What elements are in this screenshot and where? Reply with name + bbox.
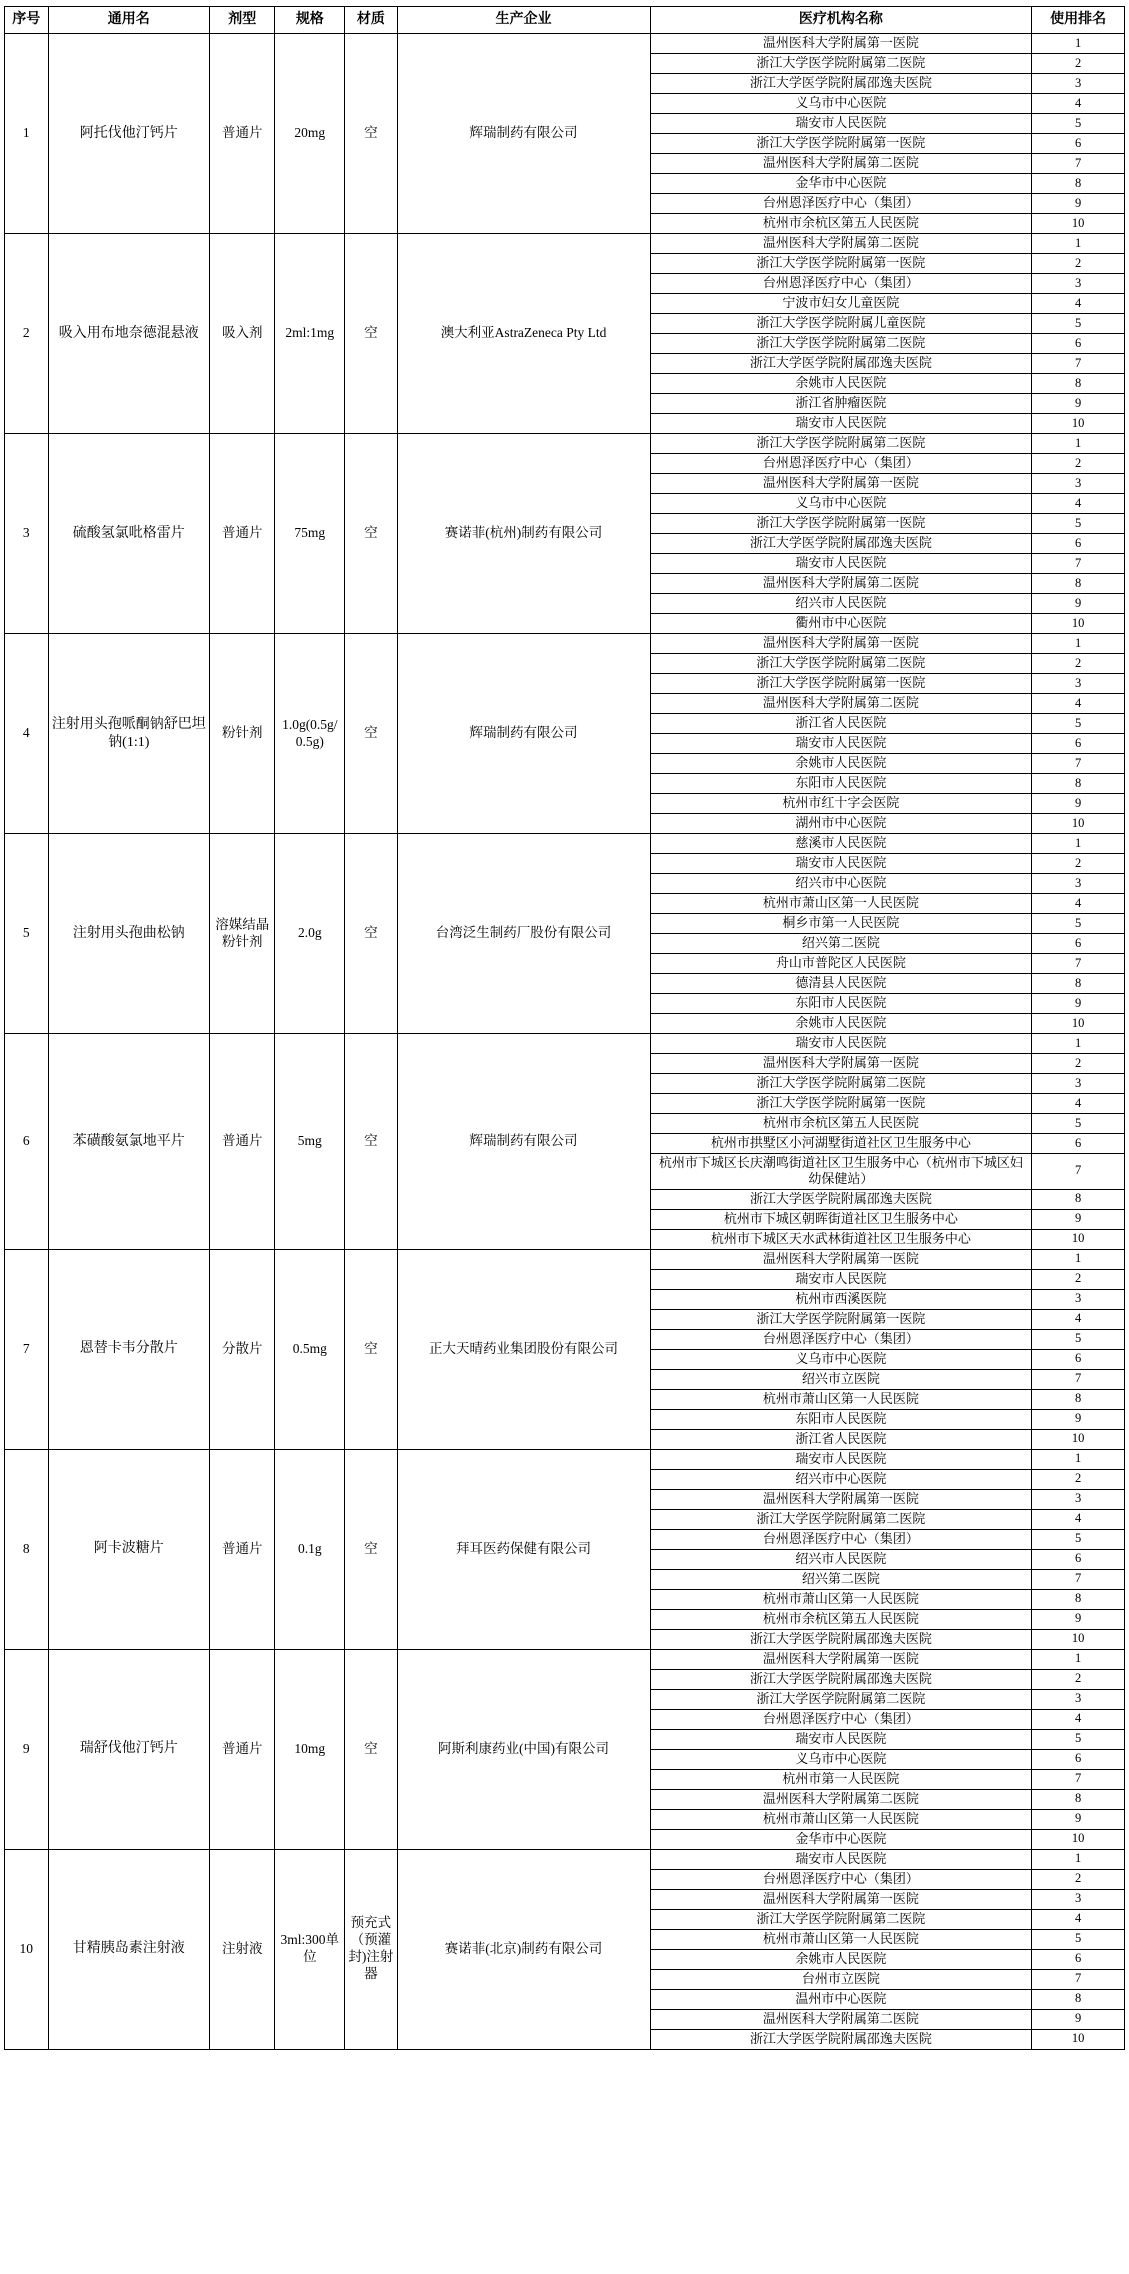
cell-usage-rank: 6 xyxy=(1032,1349,1125,1369)
cell-usage-rank: 6 xyxy=(1032,934,1125,954)
cell-hospital-name: 台州恩泽医疗中心（集团） xyxy=(650,1869,1032,1889)
cell-hospital-name: 温州医科大学附属第二医院 xyxy=(650,154,1032,174)
cell-index: 3 xyxy=(5,434,49,634)
cell-usage-rank: 7 xyxy=(1032,154,1125,174)
cell-usage-rank: 2 xyxy=(1032,54,1125,74)
cell-usage-rank: 7 xyxy=(1032,1969,1125,1989)
cell-usage-rank: 8 xyxy=(1032,1989,1125,2009)
cell-hospital-name: 余姚市人民医院 xyxy=(650,1949,1032,1969)
cell-manufacturer: 阿斯利康药业(中国)有限公司 xyxy=(397,1649,650,1849)
cell-usage-rank: 1 xyxy=(1032,34,1125,54)
cell-hospital-name: 杭州市萧山区第一人民医院 xyxy=(650,1589,1032,1609)
cell-manufacturer: 辉瑞制药有限公司 xyxy=(397,634,650,834)
table-header xyxy=(5,7,1125,34)
cell-usage-rank: 2 xyxy=(1032,254,1125,274)
cell-usage-rank: 9 xyxy=(1032,1809,1125,1829)
cell-hospital-name: 瑞安市人民医院 xyxy=(650,1449,1032,1469)
cell-usage-rank: 8 xyxy=(1032,1189,1125,1209)
cell-specification: 0.1g xyxy=(275,1449,345,1649)
cell-material: 空 xyxy=(345,1449,397,1649)
cell-usage-rank: 10 xyxy=(1032,2029,1125,2049)
cell-hospital-name: 台州恩泽医疗中心（集团） xyxy=(650,1529,1032,1549)
cell-usage-rank: 1 xyxy=(1032,1449,1125,1469)
table-row xyxy=(5,1849,1125,1869)
cell-usage-rank: 5 xyxy=(1032,1729,1125,1749)
cell-material: 空 xyxy=(345,1034,397,1250)
cell-usage-rank: 3 xyxy=(1032,474,1125,494)
cell-usage-rank: 8 xyxy=(1032,574,1125,594)
cell-hospital-name: 台州市立医院 xyxy=(650,1969,1032,1989)
cell-hospital-name: 温州医科大学附属第一医院 xyxy=(650,1489,1032,1509)
cell-hospital-name: 温州医科大学附属第二医院 xyxy=(650,694,1032,714)
cell-usage-rank: 2 xyxy=(1032,654,1125,674)
cell-hospital-name: 杭州市红十字会医院 xyxy=(650,794,1032,814)
cell-specification: 5mg xyxy=(275,1034,345,1250)
cell-usage-rank: 5 xyxy=(1032,714,1125,734)
cell-usage-rank: 10 xyxy=(1032,1429,1125,1449)
header-dosage-form: 剂型 xyxy=(210,7,275,34)
cell-usage-rank: 7 xyxy=(1032,1154,1125,1190)
cell-hospital-name: 杭州市第一人民医院 xyxy=(650,1769,1032,1789)
cell-usage-rank: 3 xyxy=(1032,1889,1125,1909)
cell-hospital-name: 绍兴市人民医院 xyxy=(650,1549,1032,1569)
cell-manufacturer: 正大天晴药业集团股份有限公司 xyxy=(397,1249,650,1449)
cell-hospital-name: 浙江大学医学院附属第一医院 xyxy=(650,254,1032,274)
cell-usage-rank: 1 xyxy=(1032,1849,1125,1869)
cell-usage-rank: 5 xyxy=(1032,1329,1125,1349)
cell-hospital-name: 温州医科大学附属第二医院 xyxy=(650,1789,1032,1809)
cell-usage-rank: 7 xyxy=(1032,1569,1125,1589)
cell-usage-rank: 4 xyxy=(1032,94,1125,114)
header-material: 材质 xyxy=(345,7,397,34)
cell-hospital-name: 绍兴市中心医院 xyxy=(650,874,1032,894)
cell-usage-rank: 8 xyxy=(1032,974,1125,994)
cell-hospital-name: 浙江省人民医院 xyxy=(650,1429,1032,1449)
cell-usage-rank: 1 xyxy=(1032,1249,1125,1269)
cell-hospital-name: 绍兴市中心医院 xyxy=(650,1469,1032,1489)
cell-index: 10 xyxy=(5,1849,49,2049)
cell-hospital-name: 德清县人民医院 xyxy=(650,974,1032,994)
cell-hospital-name: 义乌市中心医院 xyxy=(650,494,1032,514)
cell-usage-rank: 5 xyxy=(1032,914,1125,934)
cell-dosage-form: 普通片 xyxy=(210,34,275,234)
cell-usage-rank: 4 xyxy=(1032,694,1125,714)
table-row xyxy=(5,1449,1125,1469)
cell-hospital-name: 浙江大学医学院附属邵逸夫医院 xyxy=(650,534,1032,554)
cell-usage-rank: 10 xyxy=(1032,1014,1125,1034)
cell-hospital-name: 浙江大学医学院附属邵逸夫医院 xyxy=(650,1669,1032,1689)
table-row xyxy=(5,1034,1125,1054)
cell-hospital-name: 温州医科大学附属第二医院 xyxy=(650,574,1032,594)
cell-manufacturer: 辉瑞制药有限公司 xyxy=(397,1034,650,1250)
cell-hospital-name: 余姚市人民医院 xyxy=(650,1014,1032,1034)
header-generic-name: 通用名 xyxy=(48,7,209,34)
cell-manufacturer: 赛诺菲(杭州)制药有限公司 xyxy=(397,434,650,634)
cell-hospital-name: 杭州市萧山区第一人民医院 xyxy=(650,894,1032,914)
cell-index: 4 xyxy=(5,634,49,834)
cell-usage-rank: 7 xyxy=(1032,354,1125,374)
cell-generic-name: 注射用头孢曲松钠 xyxy=(48,834,209,1034)
header-manufacturer: 生产企业 xyxy=(397,7,650,34)
cell-usage-rank: 4 xyxy=(1032,1709,1125,1729)
cell-usage-rank: 3 xyxy=(1032,74,1125,94)
cell-usage-rank: 9 xyxy=(1032,1209,1125,1229)
cell-index: 7 xyxy=(5,1249,49,1449)
cell-hospital-name: 杭州市萧山区第一人民医院 xyxy=(650,1389,1032,1409)
cell-usage-rank: 2 xyxy=(1032,1669,1125,1689)
drug-usage-table xyxy=(4,6,1125,2050)
cell-generic-name: 阿卡波糖片 xyxy=(48,1449,209,1649)
cell-usage-rank: 2 xyxy=(1032,1869,1125,1889)
cell-index: 9 xyxy=(5,1649,49,1849)
cell-hospital-name: 浙江大学医学院附属邵逸夫医院 xyxy=(650,1629,1032,1649)
cell-hospital-name: 义乌市中心医院 xyxy=(650,1749,1032,1769)
cell-usage-rank: 1 xyxy=(1032,834,1125,854)
cell-usage-rank: 3 xyxy=(1032,1074,1125,1094)
cell-material: 空 xyxy=(345,1649,397,1849)
cell-hospital-name: 义乌市中心医院 xyxy=(650,94,1032,114)
cell-usage-rank: 9 xyxy=(1032,594,1125,614)
cell-usage-rank: 8 xyxy=(1032,1389,1125,1409)
cell-usage-rank: 5 xyxy=(1032,114,1125,134)
cell-hospital-name: 杭州市下城区天水武林街道社区卫生服务中心 xyxy=(650,1229,1032,1249)
table-row xyxy=(5,634,1125,654)
cell-usage-rank: 9 xyxy=(1032,1609,1125,1629)
cell-usage-rank: 3 xyxy=(1032,874,1125,894)
cell-hospital-name: 浙江大学医学院附属邵逸夫医院 xyxy=(650,1189,1032,1209)
cell-hospital-name: 浙江大学医学院附属邵逸夫医院 xyxy=(650,74,1032,94)
cell-hospital-name: 瑞安市人民医院 xyxy=(650,114,1032,134)
cell-hospital-name: 东阳市人民医院 xyxy=(650,774,1032,794)
cell-hospital-name: 绍兴第二医院 xyxy=(650,1569,1032,1589)
cell-hospital-name: 温州医科大学附属第一医院 xyxy=(650,474,1032,494)
cell-hospital-name: 金华市中心医院 xyxy=(650,174,1032,194)
cell-hospital-name: 瑞安市人民医院 xyxy=(650,554,1032,574)
cell-usage-rank: 8 xyxy=(1032,1589,1125,1609)
cell-usage-rank: 10 xyxy=(1032,814,1125,834)
cell-usage-rank: 4 xyxy=(1032,294,1125,314)
cell-dosage-form: 普通片 xyxy=(210,434,275,634)
cell-hospital-name: 余姚市人民医院 xyxy=(650,374,1032,394)
cell-dosage-form: 溶媒结晶粉针剂 xyxy=(210,834,275,1034)
cell-usage-rank: 9 xyxy=(1032,1409,1125,1429)
cell-dosage-form: 普通片 xyxy=(210,1449,275,1649)
cell-usage-rank: 9 xyxy=(1032,2009,1125,2029)
cell-specification: 2.0g xyxy=(275,834,345,1034)
cell-usage-rank: 7 xyxy=(1032,1769,1125,1789)
cell-usage-rank: 1 xyxy=(1032,1034,1125,1054)
cell-hospital-name: 台州恩泽医疗中心（集团） xyxy=(650,194,1032,214)
cell-hospital-name: 金华市中心医院 xyxy=(650,1829,1032,1849)
cell-dosage-form: 吸入剂 xyxy=(210,234,275,434)
cell-usage-rank: 10 xyxy=(1032,214,1125,234)
cell-hospital-name: 瑞安市人民医院 xyxy=(650,1729,1032,1749)
cell-hospital-name: 浙江大学医学院附属儿童医院 xyxy=(650,314,1032,334)
cell-usage-rank: 1 xyxy=(1032,1649,1125,1669)
table-row xyxy=(5,434,1125,454)
cell-hospital-name: 余姚市人民医院 xyxy=(650,754,1032,774)
cell-specification: 3ml:300单位 xyxy=(275,1849,345,2049)
cell-hospital-name: 浙江大学医学院附属第一医院 xyxy=(650,1094,1032,1114)
cell-hospital-name: 杭州市余杭区第五人民医院 xyxy=(650,1114,1032,1134)
cell-dosage-form: 注射液 xyxy=(210,1849,275,2049)
cell-hospital-name: 瑞安市人民医院 xyxy=(650,414,1032,434)
cell-hospital-name: 杭州市西溪医院 xyxy=(650,1289,1032,1309)
cell-generic-name: 甘精胰岛素注射液 xyxy=(48,1849,209,2049)
cell-index: 8 xyxy=(5,1449,49,1649)
cell-index: 6 xyxy=(5,1034,49,1250)
cell-usage-rank: 6 xyxy=(1032,1749,1125,1769)
cell-hospital-name: 杭州市拱墅区小河湖墅街道社区卫生服务中心 xyxy=(650,1134,1032,1154)
cell-specification: 20mg xyxy=(275,34,345,234)
cell-usage-rank: 9 xyxy=(1032,994,1125,1014)
cell-usage-rank: 4 xyxy=(1032,494,1125,514)
cell-specification: 2ml:1mg xyxy=(275,234,345,434)
cell-hospital-name: 台州恩泽医疗中心（集团） xyxy=(650,1709,1032,1729)
cell-usage-rank: 8 xyxy=(1032,374,1125,394)
cell-index: 2 xyxy=(5,234,49,434)
header-row xyxy=(5,7,1125,34)
cell-material: 空 xyxy=(345,434,397,634)
cell-hospital-name: 浙江大学医学院附属第二医院 xyxy=(650,1909,1032,1929)
cell-usage-rank: 3 xyxy=(1032,1689,1125,1709)
cell-hospital-name: 温州医科大学附属第一医院 xyxy=(650,1889,1032,1909)
cell-hospital-name: 杭州市萧山区第一人民医院 xyxy=(650,1809,1032,1829)
cell-usage-rank: 10 xyxy=(1032,1829,1125,1849)
cell-usage-rank: 5 xyxy=(1032,1929,1125,1949)
cell-hospital-name: 绍兴第二医院 xyxy=(650,934,1032,954)
cell-usage-rank: 9 xyxy=(1032,794,1125,814)
cell-hospital-name: 浙江大学医学院附属邵逸夫医院 xyxy=(650,2029,1032,2049)
cell-usage-rank: 6 xyxy=(1032,734,1125,754)
table-row xyxy=(5,34,1125,54)
cell-material: 空 xyxy=(345,634,397,834)
cell-usage-rank: 9 xyxy=(1032,194,1125,214)
cell-usage-rank: 4 xyxy=(1032,1909,1125,1929)
cell-usage-rank: 5 xyxy=(1032,314,1125,334)
cell-usage-rank: 2 xyxy=(1032,1269,1125,1289)
cell-index: 1 xyxy=(5,34,49,234)
cell-hospital-name: 台州恩泽医疗中心（集团） xyxy=(650,454,1032,474)
cell-hospital-name: 浙江大学医学院附属第二医院 xyxy=(650,654,1032,674)
cell-usage-rank: 2 xyxy=(1032,454,1125,474)
cell-usage-rank: 2 xyxy=(1032,1469,1125,1489)
cell-generic-name: 吸入用布地奈德混悬液 xyxy=(48,234,209,434)
cell-usage-rank: 10 xyxy=(1032,614,1125,634)
cell-hospital-name: 温州医科大学附属第一医院 xyxy=(650,1649,1032,1669)
cell-hospital-name: 温州医科大学附属第一医院 xyxy=(650,634,1032,654)
cell-hospital-name: 瑞安市人民医院 xyxy=(650,1269,1032,1289)
cell-hospital-name: 宁波市妇女儿童医院 xyxy=(650,294,1032,314)
cell-generic-name: 注射用头孢哌酮钠舒巴坦钠(1:1) xyxy=(48,634,209,834)
cell-hospital-name: 浙江省肿瘤医院 xyxy=(650,394,1032,414)
cell-usage-rank: 6 xyxy=(1032,1949,1125,1969)
cell-manufacturer: 辉瑞制药有限公司 xyxy=(397,34,650,234)
cell-dosage-form: 普通片 xyxy=(210,1034,275,1250)
cell-usage-rank: 6 xyxy=(1032,334,1125,354)
cell-manufacturer: 赛诺菲(北京)制药有限公司 xyxy=(397,1849,650,2049)
cell-usage-rank: 6 xyxy=(1032,134,1125,154)
header-specification: 规格 xyxy=(275,7,345,34)
cell-dosage-form: 分散片 xyxy=(210,1249,275,1449)
cell-usage-rank: 9 xyxy=(1032,394,1125,414)
cell-usage-rank: 5 xyxy=(1032,1529,1125,1549)
cell-manufacturer: 台湾泛生制药厂股份有限公司 xyxy=(397,834,650,1034)
cell-hospital-name: 温州市中心医院 xyxy=(650,1989,1032,2009)
cell-hospital-name: 瑞安市人民医院 xyxy=(650,1034,1032,1054)
table-row xyxy=(5,234,1125,254)
cell-hospital-name: 瑞安市人民医院 xyxy=(650,1849,1032,1869)
table-row xyxy=(5,1249,1125,1269)
cell-hospital-name: 温州医科大学附属第二医院 xyxy=(650,2009,1032,2029)
cell-hospital-name: 浙江大学医学院附属第一医院 xyxy=(650,674,1032,694)
cell-manufacturer: 拜耳医药保健有限公司 xyxy=(397,1449,650,1649)
cell-usage-rank: 5 xyxy=(1032,514,1125,534)
cell-hospital-name: 浙江大学医学院附属第二医院 xyxy=(650,1689,1032,1709)
cell-material: 空 xyxy=(345,234,397,434)
cell-usage-rank: 4 xyxy=(1032,1094,1125,1114)
table-row xyxy=(5,834,1125,854)
cell-generic-name: 苯磺酸氨氯地平片 xyxy=(48,1034,209,1250)
cell-usage-rank: 10 xyxy=(1032,1229,1125,1249)
cell-hospital-name: 台州恩泽医疗中心（集团） xyxy=(650,274,1032,294)
cell-hospital-name: 浙江大学医学院附属第一医院 xyxy=(650,134,1032,154)
cell-manufacturer: 澳大利亚AstraZeneca Pty Ltd xyxy=(397,234,650,434)
cell-hospital-name: 东阳市人民医院 xyxy=(650,994,1032,1014)
cell-usage-rank: 3 xyxy=(1032,674,1125,694)
cell-index: 5 xyxy=(5,834,49,1034)
cell-generic-name: 瑞舒伐他汀钙片 xyxy=(48,1649,209,1849)
table-body xyxy=(5,34,1125,2050)
cell-hospital-name: 浙江省人民医院 xyxy=(650,714,1032,734)
cell-usage-rank: 4 xyxy=(1032,894,1125,914)
cell-hospital-name: 浙江大学医学院附属邵逸夫医院 xyxy=(650,354,1032,374)
cell-usage-rank: 7 xyxy=(1032,754,1125,774)
cell-usage-rank: 7 xyxy=(1032,554,1125,574)
cell-hospital-name: 绍兴市立医院 xyxy=(650,1369,1032,1389)
cell-usage-rank: 1 xyxy=(1032,634,1125,654)
cell-specification: 0.5mg xyxy=(275,1249,345,1449)
cell-generic-name: 阿托伐他汀钙片 xyxy=(48,34,209,234)
cell-hospital-name: 义乌市中心医院 xyxy=(650,1349,1032,1369)
cell-usage-rank: 1 xyxy=(1032,234,1125,254)
cell-hospital-name: 浙江大学医学院附属第二医院 xyxy=(650,54,1032,74)
cell-usage-rank: 8 xyxy=(1032,1789,1125,1809)
cell-usage-rank: 10 xyxy=(1032,414,1125,434)
cell-hospital-name: 浙江大学医学院附属第二医院 xyxy=(650,1074,1032,1094)
cell-usage-rank: 5 xyxy=(1032,1114,1125,1134)
cell-hospital-name: 瑞安市人民医院 xyxy=(650,854,1032,874)
cell-hospital-name: 台州恩泽医疗中心（集团） xyxy=(650,1329,1032,1349)
cell-usage-rank: 6 xyxy=(1032,1549,1125,1569)
header-hospital-name: 医疗机构名称 xyxy=(650,7,1032,34)
cell-usage-rank: 3 xyxy=(1032,274,1125,294)
cell-hospital-name: 杭州市下城区朝晖街道社区卫生服务中心 xyxy=(650,1209,1032,1229)
cell-hospital-name: 桐乡市第一人民医院 xyxy=(650,914,1032,934)
cell-usage-rank: 3 xyxy=(1032,1489,1125,1509)
cell-material: 预充式（预灌封)注射器 xyxy=(345,1849,397,2049)
cell-usage-rank: 8 xyxy=(1032,174,1125,194)
cell-hospital-name: 温州医科大学附属第一医院 xyxy=(650,1249,1032,1269)
cell-usage-rank: 7 xyxy=(1032,1369,1125,1389)
cell-hospital-name: 绍兴市人民医院 xyxy=(650,594,1032,614)
cell-specification: 1.0g(0.5g/0.5g) xyxy=(275,634,345,834)
cell-hospital-name: 慈溪市人民医院 xyxy=(650,834,1032,854)
cell-material: 空 xyxy=(345,1249,397,1449)
cell-usage-rank: 1 xyxy=(1032,434,1125,454)
cell-hospital-name: 杭州市下城区长庆潮鸣街道社区卫生服务中心（杭州市下城区妇幼保健站） xyxy=(650,1154,1032,1190)
cell-hospital-name: 浙江大学医学院附属第一医院 xyxy=(650,514,1032,534)
cell-usage-rank: 2 xyxy=(1032,854,1125,874)
cell-usage-rank: 4 xyxy=(1032,1309,1125,1329)
cell-generic-name: 硫酸氢氯吡格雷片 xyxy=(48,434,209,634)
cell-dosage-form: 普通片 xyxy=(210,1649,275,1849)
cell-specification: 10mg xyxy=(275,1649,345,1849)
cell-hospital-name: 温州医科大学附属第二医院 xyxy=(650,234,1032,254)
cell-hospital-name: 湖州市中心医院 xyxy=(650,814,1032,834)
cell-usage-rank: 3 xyxy=(1032,1289,1125,1309)
cell-usage-rank: 10 xyxy=(1032,1629,1125,1649)
cell-hospital-name: 杭州市余杭区第五人民医院 xyxy=(650,214,1032,234)
cell-usage-rank: 2 xyxy=(1032,1054,1125,1074)
cell-hospital-name: 温州医科大学附属第一医院 xyxy=(650,1054,1032,1074)
cell-material: 空 xyxy=(345,34,397,234)
cell-usage-rank: 4 xyxy=(1032,1509,1125,1529)
cell-hospital-name: 浙江大学医学院附属第二医院 xyxy=(650,334,1032,354)
cell-usage-rank: 6 xyxy=(1032,534,1125,554)
cell-usage-rank: 7 xyxy=(1032,954,1125,974)
cell-hospital-name: 浙江大学医学院附属第二医院 xyxy=(650,1509,1032,1529)
cell-hospital-name: 东阳市人民医院 xyxy=(650,1409,1032,1429)
cell-hospital-name: 衢州市中心医院 xyxy=(650,614,1032,634)
cell-hospital-name: 舟山市普陀区人民医院 xyxy=(650,954,1032,974)
cell-usage-rank: 8 xyxy=(1032,774,1125,794)
cell-hospital-name: 杭州市余杭区第五人民医院 xyxy=(650,1609,1032,1629)
cell-material: 空 xyxy=(345,834,397,1034)
cell-hospital-name: 温州医科大学附属第一医院 xyxy=(650,34,1032,54)
cell-hospital-name: 杭州市萧山区第一人民医院 xyxy=(650,1929,1032,1949)
header-index: 序号 xyxy=(5,7,49,34)
header-usage-rank: 使用排名 xyxy=(1032,7,1125,34)
cell-hospital-name: 瑞安市人民医院 xyxy=(650,734,1032,754)
cell-hospital-name: 浙江大学医学院附属第一医院 xyxy=(650,1309,1032,1329)
cell-specification: 75mg xyxy=(275,434,345,634)
table-row xyxy=(5,1649,1125,1669)
cell-hospital-name: 浙江大学医学院附属第二医院 xyxy=(650,434,1032,454)
cell-usage-rank: 6 xyxy=(1032,1134,1125,1154)
cell-dosage-form: 粉针剂 xyxy=(210,634,275,834)
cell-generic-name: 恩替卡韦分散片 xyxy=(48,1249,209,1449)
